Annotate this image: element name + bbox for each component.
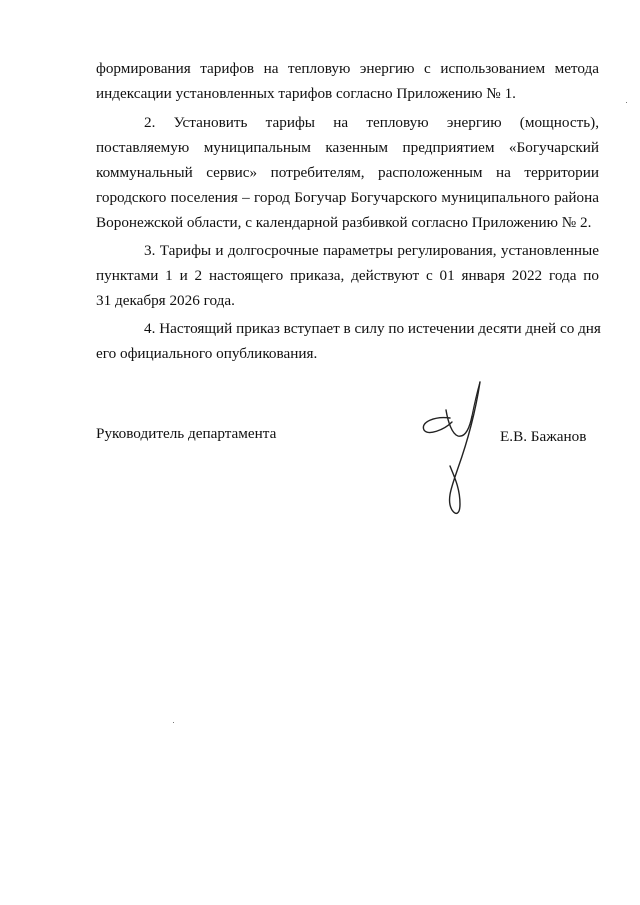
paragraph-line: поставляемую муниципальным казенным предприятием «Богучарский <box>96 139 599 156</box>
paragraph-2 <box>96 110 599 235</box>
scan-speck <box>626 102 627 103</box>
paragraph-line: городского поселения – город Богучар Богучарского муниципального района <box>96 189 599 206</box>
signer-name: Е.В. Бажанов <box>500 428 587 445</box>
paragraph-1 <box>96 56 599 106</box>
paragraph-line: индексации установленных тарифов согласно Приложению № 1. <box>96 85 516 102</box>
paragraph-line: 3. Тарифы и долгосрочные параметры регулирования, установленные <box>144 242 599 259</box>
paragraph-line: 2. Установить тарифы на тепловую энергию (мощность), <box>144 114 599 131</box>
handwritten-signature <box>410 378 500 523</box>
paragraph-4 <box>96 316 599 366</box>
paragraph-line: его официального опубликования. <box>96 345 318 362</box>
paragraph-line: 31 декабря 2026 года. <box>96 292 235 309</box>
scan-speck <box>173 722 174 723</box>
paragraph-line: 4. Настоящий приказ вступает в силу по истечении десяти дней со дня <box>144 320 601 337</box>
paragraph-line: Воронежской области, с календарной разбивкой согласно Приложению № 2. <box>96 214 592 231</box>
paragraph-line: формирования тарифов на тепловую энергию с использованием метода <box>96 60 599 77</box>
paragraph-line: коммунальный сервис» потребителям, расположенным на территории <box>96 164 599 181</box>
paragraph-line: пунктами 1 и 2 настоящего приказа, действуют с 01 января 2022 года по <box>96 267 599 284</box>
signer-title: Руководитель департамента <box>96 425 277 442</box>
paragraph-3 <box>96 238 599 313</box>
